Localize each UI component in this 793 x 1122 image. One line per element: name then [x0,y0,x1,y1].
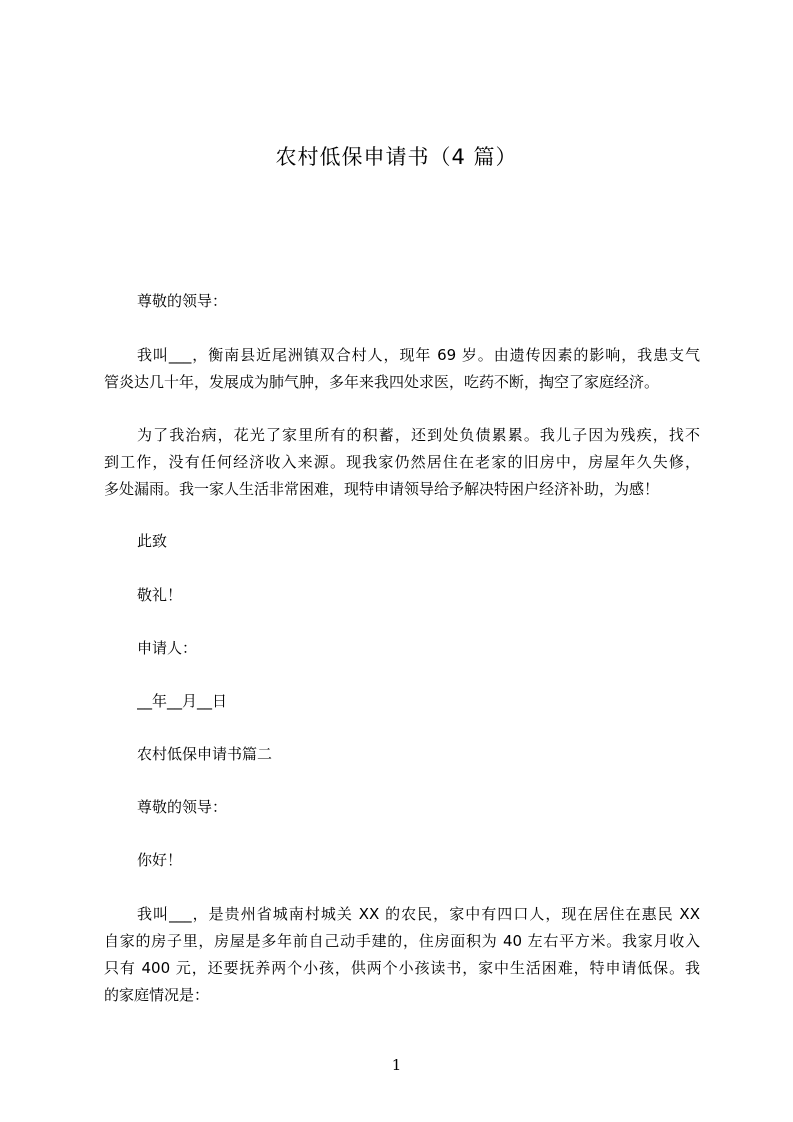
closing-salute: 敬礼！ [137,586,183,604]
paragraph-line: 为了我治病，花光了家里所有的积蓄，还到处负债累累。我儿子因为残疾，找不 [137,426,700,444]
applicant-label: 申请人： [137,639,198,657]
paragraph-line: 的家庭情况是： [104,986,210,1004]
salutation: 尊敬的领导： [137,292,228,310]
paragraph-line: 我叫___，是贵州省城南村城关 XX 的农民，家中有四口人，现在居住在惠民 XX [137,905,700,923]
greeting: 你好！ [137,851,183,869]
paragraph-line: 自家的房子里，房屋是多年前自己动手建的，住房面积为 40 左右平方米。我家月收入 [104,932,700,950]
paragraph-line: 到工作，没有任何经济收入来源。现我家仍然居住在老家的旧房中，房屋年久失修， [104,453,700,471]
closing-line: 此致 [137,532,168,550]
paragraph-line: 多处漏雨。我一家人生活非常困难，现特申请领导给予解决特困户经济补助，为感！ [104,480,660,498]
date-line: __年__月__日 [137,692,228,710]
paragraph-line: 只有 400 元，还要抚养两个小孩，供两个小孩读书，家中生活困难，特申请低保。我 [104,959,700,977]
section-heading: 农村低保申请书篇二 [137,745,273,763]
document-title: 农村低保申请书（4 篇） [275,145,518,169]
page-number: 1 [391,1056,402,1074]
paragraph-line: 我叫___，衡南县近尾洲镇双合村人，现年 69 岁。由遗传因素的影响，我患支气 [137,346,700,364]
salutation: 尊敬的领导： [137,798,228,816]
paragraph-line: 管炎达几十年，发展成为肺气肿，多年来我四处求医，吃药不断，掏空了家庭经济。 [104,373,660,391]
